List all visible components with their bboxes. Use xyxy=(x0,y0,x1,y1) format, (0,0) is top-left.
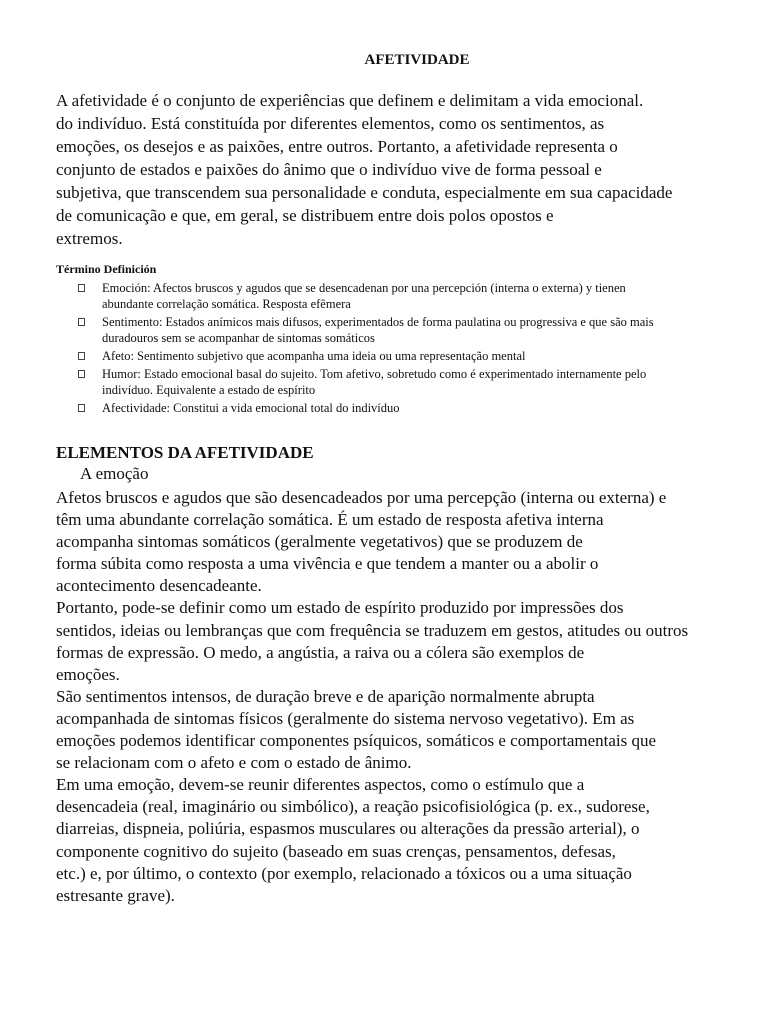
checkbox-bullet-icon xyxy=(78,284,85,292)
body-line: Em uma emoção, devem-se reunir diferentes aspectos, como o estímulo que a xyxy=(56,775,585,795)
definition-text: Emoción: Afectos bruscos y agudos que se desencadenan por una percepción (interna o externa) y tienen xyxy=(102,281,626,295)
intro-line: subjetiva, que transcendem sua personalidade e conduta, especialmente em sua capacidade xyxy=(56,183,673,202)
definition-item-emocion xyxy=(78,280,758,312)
definition-item-sentimento xyxy=(78,314,758,346)
definitions-list xyxy=(78,280,758,418)
body-line: desencadeia (real, imaginário ou simbólico), a reação psicofisiológica (p. ex., sudorese, xyxy=(56,797,650,817)
intro-line: conjunto de estados e paixões do ânimo que o indivíduo vive de forma pessoal e xyxy=(56,160,602,179)
intro-line: de comunicação e que, em geral, se distribuem entre dois polos opostos e xyxy=(56,206,554,225)
body-line: estresante grave). xyxy=(56,885,175,905)
definition-text: abundante correlação somática. Resposta efêmera xyxy=(102,297,351,311)
intro-line: extremos. xyxy=(56,229,123,248)
section-heading: ELEMENTOS DA AFETIVIDADE xyxy=(56,443,314,462)
body-line: acompanhada de sintomas físicos (geralmente do sistema nervoso vegetativo). Em as xyxy=(56,708,635,728)
body-line: se relacionam com o afeto e com o estado de ânimo. xyxy=(56,753,412,773)
body-line: sentidos, ideias ou lembranças que com frequência se traduzem em gestos, atitudes ou outros xyxy=(56,620,689,640)
body-line: têm uma abundante correlação somática. É um estado de resposta afetiva interna xyxy=(56,510,604,530)
checkbox-bullet-icon xyxy=(78,404,85,412)
definition-item-humor xyxy=(78,366,758,398)
document-title: AFETIVIDADE xyxy=(364,52,470,68)
checkbox-bullet-icon xyxy=(78,318,85,326)
section-subheading: A emoção xyxy=(80,464,149,483)
definition-item-afectividade xyxy=(78,400,758,416)
intro-paragraph xyxy=(56,89,756,250)
body-line: Afetos bruscos e agudos que são desencadeados por uma percepção (interna ou externa) e xyxy=(56,488,667,507)
body-line: componente cognitivo do sujeito (baseado em suas crenças, pensamentos, defesas, xyxy=(56,841,616,861)
section-body xyxy=(56,487,766,907)
body-line: etc.) e, por último, o contexto (por exemplo, relacionado a tóxicos ou a uma situação xyxy=(56,863,632,883)
definition-text: Afectividade: Constitui a vida emocional total do indivíduo xyxy=(102,401,400,415)
intro-line: A afetividade é o conjunto de experiências que definem e delimitam a vida emocional. xyxy=(56,91,644,110)
body-line: emoções podemos identificar componentes psíquicos, somáticos e comportamentais que xyxy=(56,731,657,751)
intro-line: do indivíduo. Está constituída por diferentes elementos, como os sentimentos, as xyxy=(56,114,605,133)
definition-text: Humor: Estado emocional basal do sujeito. Tom afetivo, sobretudo como é experimentado internamente pelo xyxy=(102,367,647,381)
body-line: forma súbita como resposta a uma vivência e que tendem a manter ou a abolir o xyxy=(56,554,599,574)
definitions-heading: Término Definición xyxy=(56,262,157,276)
definition-text: Afeto: Sentimento subjetivo que acompanha uma ideia ou uma representação mental xyxy=(102,349,526,363)
checkbox-bullet-icon xyxy=(78,370,85,378)
definition-text: Sentimento: Estados anímicos mais difusos, experimentados de forma paulatina ou progressiva e que são mais xyxy=(102,315,654,329)
body-line: Portanto, pode-se definir como um estado de espírito produzido por impressões dos xyxy=(56,598,624,618)
definition-item-afeto xyxy=(78,348,758,364)
body-line: diarreias, dispneia, poliúria, espasmos musculares ou alterações da pressão arterial), o xyxy=(56,819,640,839)
definition-text: duradouros sem se acompanhar de sintomas somáticos xyxy=(102,331,375,345)
intro-line: emoções, os desejos e as paixões, entre outros. Portanto, a afetividade representa o xyxy=(56,137,618,156)
body-line: São sentimentos intensos, de duração breve e de aparição normalmente abrupta xyxy=(56,686,595,706)
checkbox-bullet-icon xyxy=(78,352,85,360)
definition-text: indivíduo. Equivalente a estado de espírito xyxy=(102,383,316,397)
body-line: acompanha sintomas somáticos (geralmente vegetativos) que se produzem de xyxy=(56,532,583,552)
body-line: acontecimento desencadeante. xyxy=(56,576,262,596)
body-line: formas de expressão. O medo, a angústia, a raiva ou a cólera são exemplos de xyxy=(56,642,585,662)
body-line: emoções. xyxy=(56,664,120,684)
